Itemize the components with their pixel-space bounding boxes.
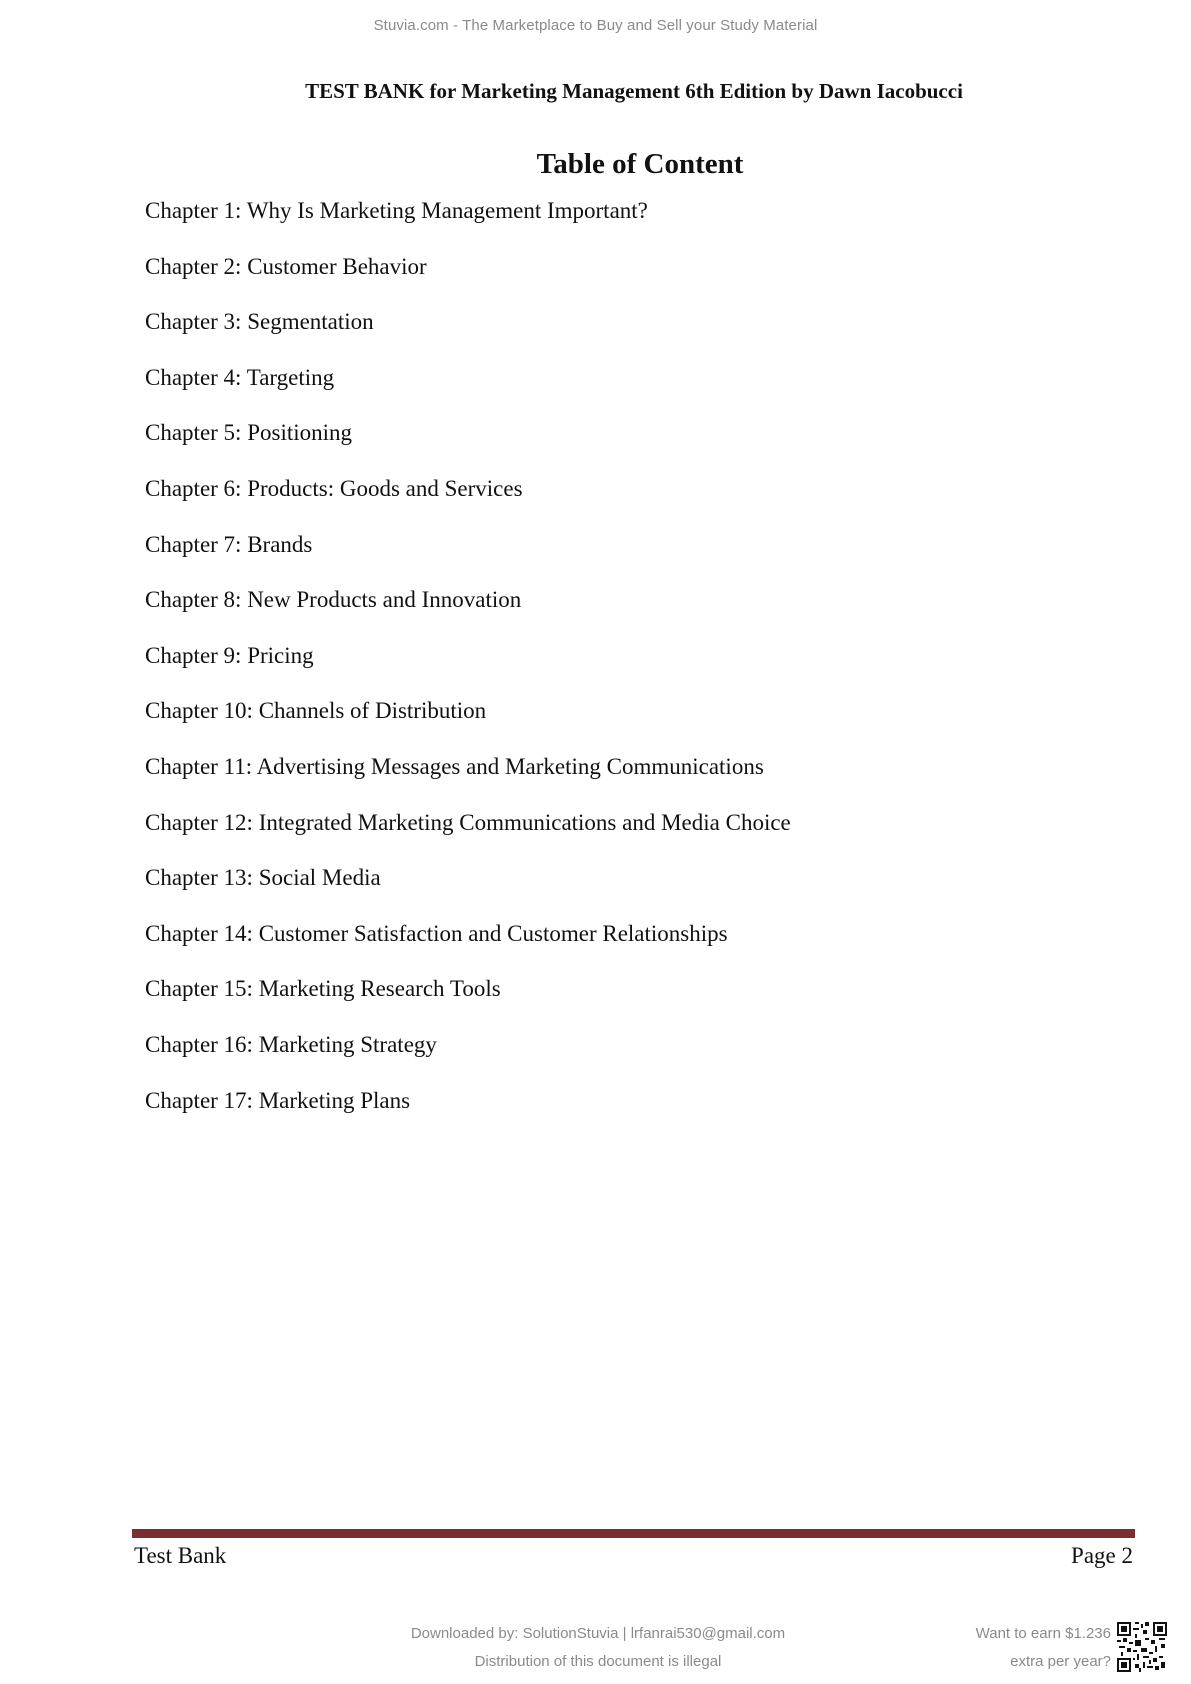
toc-item: Chapter 8: New Products and Innovation [145, 587, 522, 613]
toc-item: Chapter 6: Products: Goods and Services [145, 475, 523, 501]
downloaded-by-text: Downloaded by: SolutionStuvia | lrfanrai530@gmail.com [410, 1625, 786, 1642]
toc-item: Chapter 9: Pricing [145, 642, 314, 668]
toc-item: Chapter 1: Why Is Marketing Management Important? [145, 198, 648, 223]
stuvia-banner: Stuvia.com - The Marketplace to Buy and Sell your Study Material [373, 17, 818, 34]
toc-item: Chapter 4: Targeting [145, 364, 335, 390]
toc-item: Chapter 16: Marketing Strategy [145, 1031, 437, 1057]
toc-item: Chapter 2: Customer Behavior [145, 253, 427, 279]
distribution-notice: Distribution of this document is illegal [474, 1653, 722, 1670]
toc-item: Chapter 13: Social Media [145, 865, 381, 891]
toc-item: Chapter 17: Marketing Plans [145, 1087, 411, 1113]
toc-item: Chapter 7: Brands [145, 531, 313, 557]
toc-item: Chapter 10: Channels of Distribution [145, 698, 487, 724]
toc-item: Chapter 12: Integrated Marketing Communications and Media Choice [145, 809, 791, 835]
earn-link-sub[interactable]: extra per year? [1010, 1653, 1111, 1670]
document-title: TEST BANK for Marketing Management 6th Edition by Dawn Iacobucci [305, 79, 963, 103]
toc-item: Chapter 3: Segmentation [145, 309, 374, 335]
toc-item: Chapter 11: Advertising Messages and Marketing Communications [145, 753, 764, 779]
earn-link[interactable]: Want to earn $1.236 [975, 1625, 1111, 1642]
qr-code-icon[interactable] [1117, 1622, 1167, 1672]
toc-list [145, 197, 791, 1142]
footer-label: Test Bank [134, 1543, 227, 1568]
footer-rule [132, 1529, 1135, 1538]
toc-heading: Table of Content [536, 148, 744, 180]
toc-item: Chapter 5: Positioning [145, 420, 352, 446]
toc-item: Chapter 14: Customer Satisfaction and Customer Relationships [145, 920, 728, 946]
page-number: Page 2 [1071, 1543, 1133, 1568]
toc-item: Chapter 15: Marketing Research Tools [145, 976, 501, 1002]
